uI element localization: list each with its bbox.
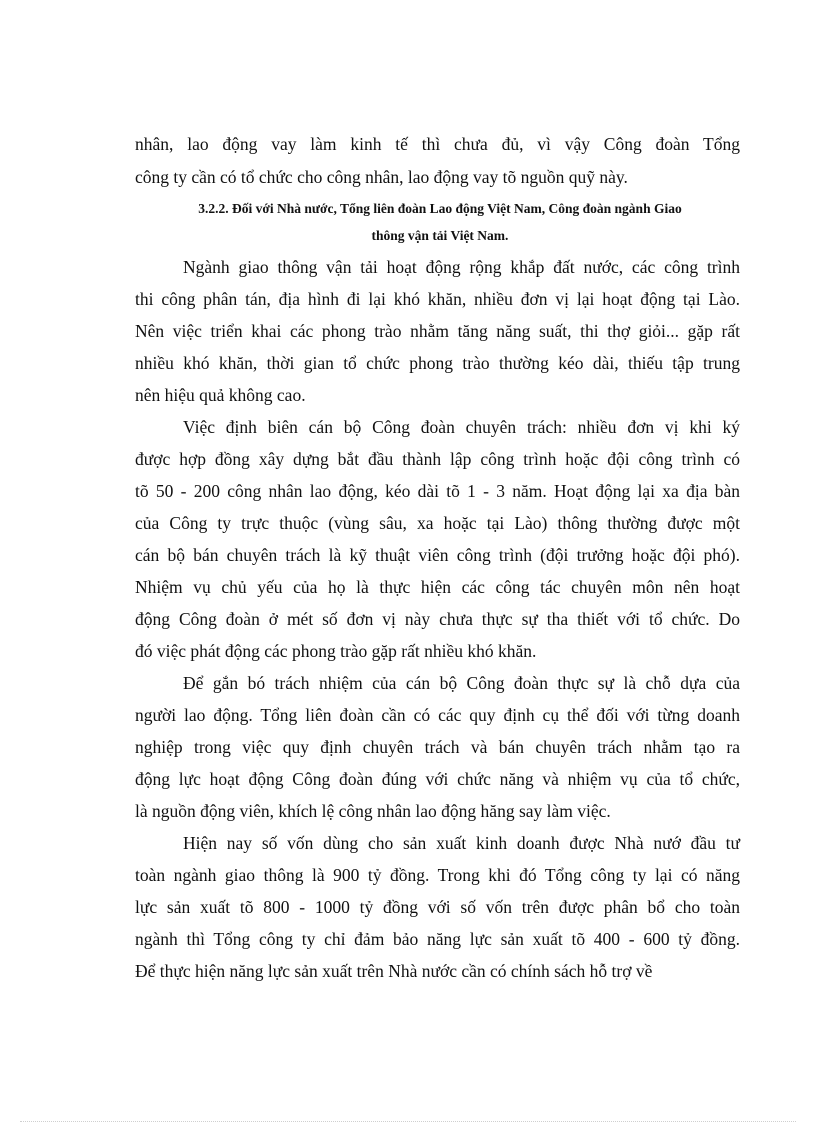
body-line: động Công đoàn ở mét số đơn vị này chưa thực sự tha thiết với tổ chức. Do bbox=[135, 609, 740, 629]
paragraph-first-line: Để gắn bó trách nhiệm của cán bộ Công đoàn thực sự là chỗ dựa của bbox=[183, 673, 740, 693]
body-line: nên hiệu quả không cao. bbox=[135, 385, 306, 405]
body-line: toàn ngành giao thông là 900 tỷ đồng. Trong khi đó Tổng công ty lại có năng bbox=[135, 865, 740, 885]
body-line: Nên việc triển khai các phong trào nhằm tăng năng suất, thi thợ giỏi... gặp rất bbox=[135, 321, 740, 341]
body-line: nghiệp trong việc quy định chuyên trách và bán chuyên trách nhằm tạo ra bbox=[135, 737, 740, 757]
body-line: lực sản xuất tõ 800 - 1000 tỷ đồng với số vốn trên được phân bổ cho toàn bbox=[135, 897, 740, 917]
body-line: tõ 50 - 200 công nhân lao động, kéo dài tõ 1 - 3 năm. Hoạt động lại xa địa bàn bbox=[135, 481, 740, 501]
body-line: công ty cần có tổ chức cho công nhân, lao động vay tõ nguồn quỹ này. bbox=[135, 167, 628, 187]
page-bottom-border bbox=[20, 1121, 796, 1122]
paragraph-first-line: Việc định biên cán bộ Công đoàn chuyên trách: nhiều đơn vị khi ký bbox=[183, 417, 740, 437]
body-line: cán bộ bán chuyên trách là kỹ thuật viên công trình (đội trưởng hoặc đội phó). bbox=[135, 545, 740, 565]
body-line: đó việc phát động các phong trào gặp rất nhiều khó khăn. bbox=[135, 641, 537, 661]
body-line: nhân, lao động vay làm kinh tế thì chưa đủ, vì vậy Công đoàn Tổng bbox=[135, 134, 740, 154]
body-line: động lực hoạt động Công đoàn đúng với chức năng và nhiệm vụ của tổ chức, bbox=[135, 769, 740, 789]
body-line: thi công phân tán, địa hình đi lại khó khăn, nhiều đơn vị lại hoạt động tại Lào. bbox=[135, 289, 740, 309]
section-heading-continued: thông vận tải Việt Nam. bbox=[371, 228, 509, 243]
body-line: được hợp đồng xây dựng bắt đầu thành lập công trình hoặc đội công trình có bbox=[135, 449, 740, 469]
body-line: Để thực hiện năng lực sản xuất trên Nhà nước cần có chính sách hỗ trợ về bbox=[135, 961, 653, 981]
body-line: là nguồn động viên, khích lệ công nhân lao động hăng say làm việc. bbox=[135, 801, 611, 821]
body-line: người lao động. Tổng liên đoàn cần có các quy định cụ thể đối với từng doanh bbox=[135, 705, 740, 725]
body-line: ngành thì Tổng công ty chỉ đảm bảo năng lực sản xuất tõ 400 - 600 tỷ đồng. bbox=[135, 929, 740, 949]
body-line: Nhiệm vụ chủ yếu của họ là thực hiện các công tác chuyên môn nên hoạt bbox=[135, 577, 740, 597]
body-line: của Công ty trực thuộc (vùng sâu, xa hoặc tại Lào) thông thường được một bbox=[135, 513, 740, 533]
paragraph-first-line: Ngành giao thông vận tải hoạt động rộng khắp đất nước, các công trình bbox=[183, 257, 740, 277]
paragraph-first-line: Hiện nay số vốn dùng cho sản xuất kinh doanh được Nhà nướ đầu tư bbox=[183, 833, 740, 853]
body-line: nhiều khó khăn, thời gian tổ chức phong trào thường kéo dài, thiếu tập trung bbox=[135, 353, 740, 373]
section-heading: 3.2.2. Đối với Nhà nước, Tổng liên đoàn Lao động Việt Nam, Công đoàn ngành Giao bbox=[198, 201, 682, 216]
